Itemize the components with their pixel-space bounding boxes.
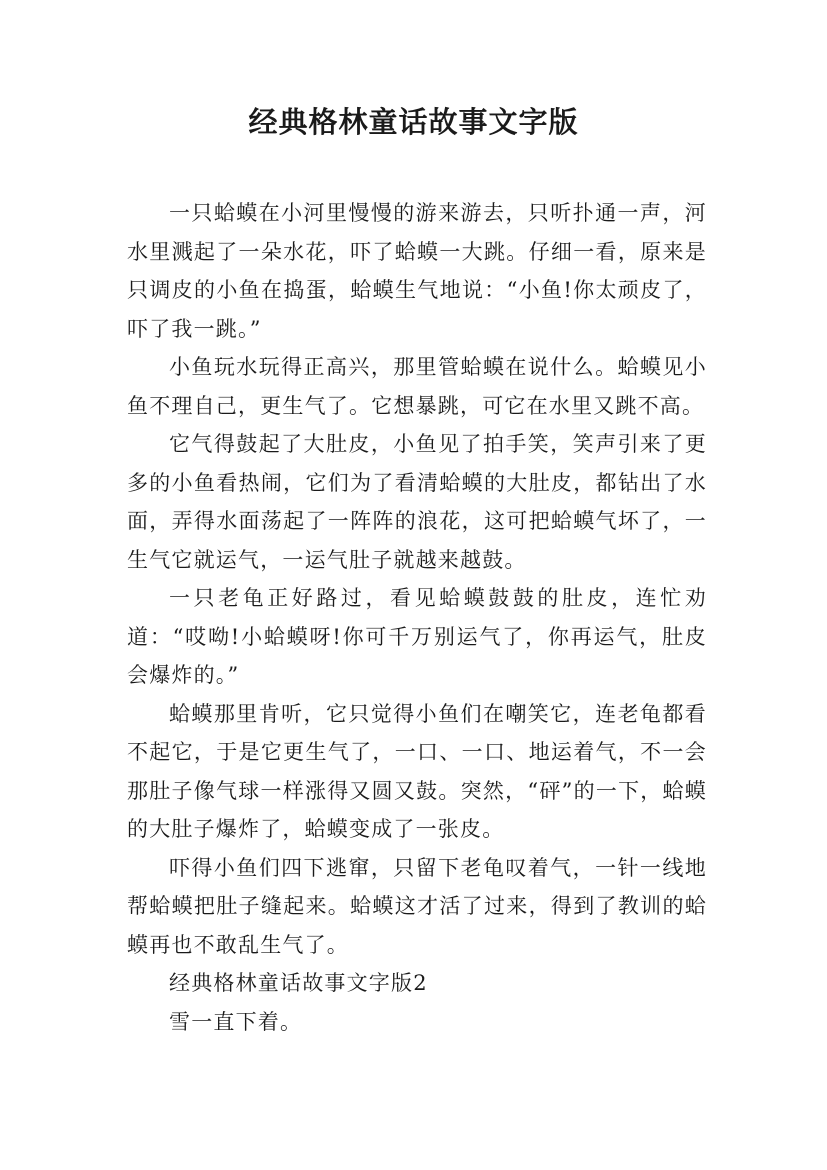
paragraph: 小鱼玩水玩得正高兴，那里管蛤蟆在说什么。蛤蟆见小鱼不理自己，更生气了。它想暴跳，可它在水里又跳不高。: [127, 355, 707, 418]
paragraph: 雪一直下着。: [169, 1009, 303, 1034]
paragraph: 一只老龟正好路过，看见蛤蟆鼓鼓的肚皮，连忙劝道：“哎呦!小蛤蟆呀!你可千万别运气了，你再运气，肚皮会爆炸的。”: [127, 586, 707, 687]
paragraph: 一只蛤蟆在小河里慢慢的游来游去，只听扑通一声，河水里溅起了一朵水花，吓了蛤蟆一大跳。仔细一看，原来是只调皮的小鱼在捣蛋，蛤蟆生气地说：“小鱼!你太顽皮了，吓了我一跳。”: [127, 201, 707, 341]
paragraph: 它气得鼓起了大肚皮，小鱼见了拍手笑，笑声引来了更多的小鱼看热闹，它们为了看清蛤蟆的大肚皮，都钻出了水面，弄得水面荡起了一阵阵的浪花，这可把蛤蟆气坏了，一生气它就运气，一运气肚子就越来越鼓。: [127, 432, 707, 572]
paragraph: 蛤蟆那里肯听，它只觉得小鱼们在嘲笑它，连老龟都看不起它，于是它更生气了，一口、一口、地运着气，不一会那肚子像气球一样涨得又圆又鼓。突然，“砰”的一下，蛤蟆的大肚子爆炸了，蛤蟆变成了一张皮。: [127, 701, 707, 841]
paragraph: 吓得小鱼们四下逃窜，只留下老龟叹着气，一针一线地帮蛤蟆把肚子缝起来。蛤蟆这才活了过来，得到了教训的蛤蟆再也不敢乱生气了。: [127, 855, 707, 957]
document-title: 经典格林童话故事文字版: [248, 105, 579, 139]
document-body: [127, 194, 707, 1041]
section-heading: 经典格林童话故事文字版2: [169, 971, 428, 995]
